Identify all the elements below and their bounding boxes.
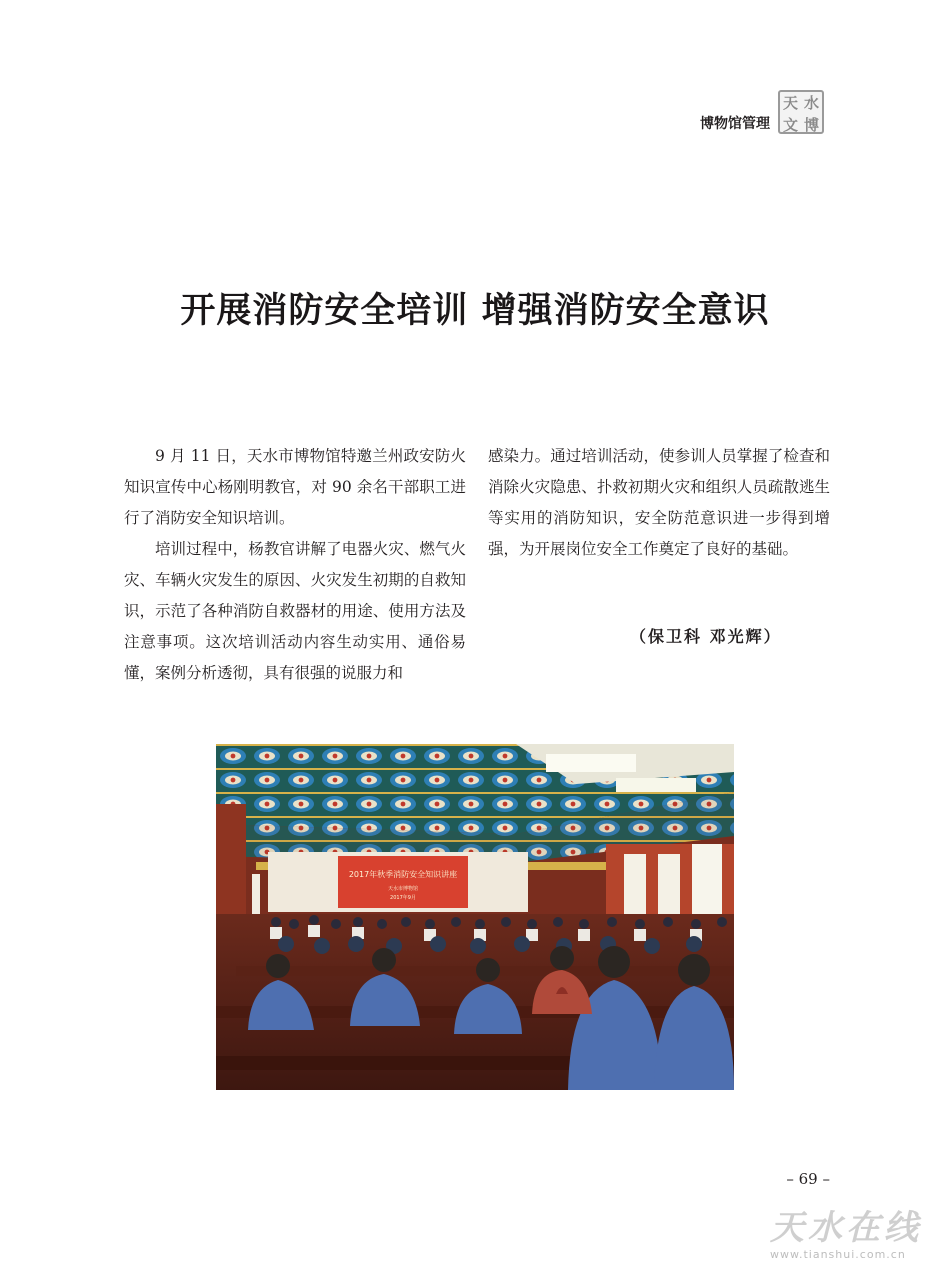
article-paragraph: 培训过程中，杨教官讲解了电器火灾、燃气火灾、车辆火灾发生的原因、火灾发生初期的自救知识，示范了各种消防自救器材的用途、使用方法及注意事项。这次培训活动内容生动实用、通俗易懂，案例分析透彻，具有很强的说服力和 [124, 540, 466, 682]
training-session-photo [216, 744, 734, 1090]
article-paragraph: 9 月 11 日，天水市博物馆特邀兰州政安防火知识宣传中心杨刚明教官，对 90 余名干部职工进行了消防安全知识培训。 [124, 447, 466, 527]
article-column-left [124, 441, 466, 689]
article-paragraph-continued: 感染力。通过培训活动，使参训人员掌握了检查和消除火灾隐患、扑救初期火灾和组织人员疏散逃生等实用的消防知识，安全防范意识进一步得到增强，为开展岗位安全工作奠定了良好的基础。 [488, 447, 830, 558]
page-number: – 69 – [786, 1170, 830, 1188]
seal-char: 博 [803, 116, 819, 134]
tianshui-wenbo-seal-logo [778, 90, 824, 134]
article-column-right [488, 441, 830, 565]
banner-date: 2017年9月 [390, 895, 416, 901]
seal-char: 天 [782, 94, 798, 112]
seal-char: 水 [803, 94, 819, 112]
section-header: 博物馆管理 [700, 116, 770, 132]
banner-subtitle: 天水市博物馆 [387, 886, 419, 892]
seal-char: 文 [782, 116, 798, 134]
watermark-text: 天水在线 [770, 1208, 922, 1248]
article-title: 开展消防安全培训 增强消防安全意识 [180, 290, 770, 331]
tianshui-online-watermark [770, 1208, 945, 1274]
article-byline: （保卫科 邓光辉） [630, 627, 782, 646]
banner-title: 2017年秋季消防安全知识讲座 [348, 870, 458, 879]
watermark-url: www.tianshui.com.cn [770, 1248, 906, 1261]
